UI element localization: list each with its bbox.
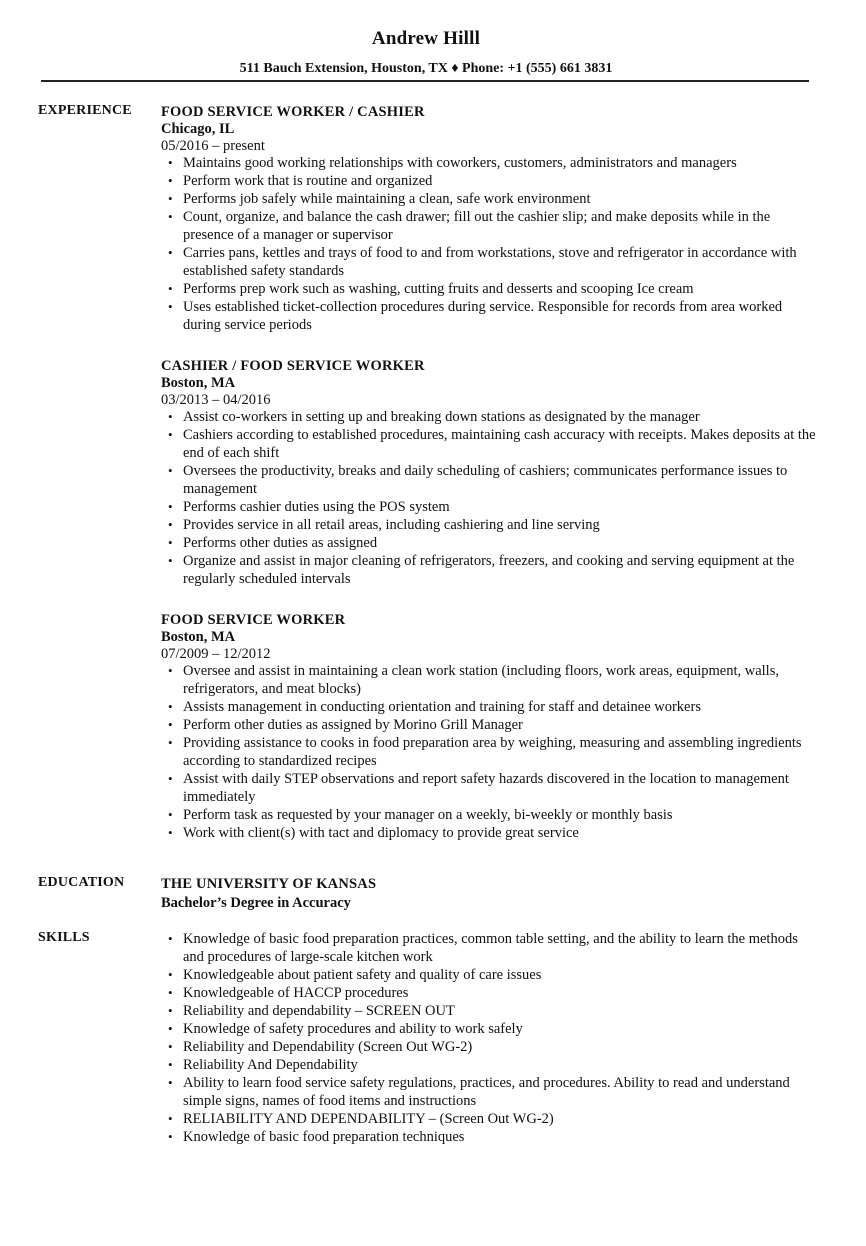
header-divider: [41, 80, 809, 82]
job-entry: [161, 357, 821, 588]
list-item: • Knowledge of safety procedures and ability to work safely: [161, 1020, 821, 1038]
degree: Bachelor’s Degree in Accuracy: [161, 895, 351, 911]
job-dates: 07/2009 – 12/2012: [161, 646, 271, 662]
job-title: FOOD SERVICE WORKER / CASHIER: [161, 104, 425, 120]
education-body: [161, 875, 821, 913]
list-item: • Reliability And Dependability: [161, 1056, 821, 1074]
education-label: EDUCATION: [38, 875, 125, 890]
list-item: • Perform other duties as assigned by Morino Grill Manager: [161, 716, 821, 734]
skills-label: SKILLS: [38, 930, 90, 945]
list-item: • Provides service in all retail areas, including cashiering and line serving: [161, 516, 821, 534]
list-item: • Assist with daily STEP observations and report safety hazards discovered in the location to management immediately: [161, 770, 821, 806]
job-location: Boston, MA: [161, 629, 236, 645]
job-dates: 05/2016 – present: [161, 138, 265, 154]
skills-list: [161, 930, 821, 1146]
list-item: • Perform task as requested by your manager on a weekly, bi-weekly or monthly basis: [161, 806, 821, 824]
list-item: • Assists management in conducting orientation and training for staff and detainee workers: [161, 698, 821, 716]
job-location: Chicago, IL: [161, 121, 235, 137]
list-item: • Work with client(s) with tact and diplomacy to provide great service: [161, 824, 821, 842]
job-bullets: [161, 154, 821, 334]
list-item: • Providing assistance to cooks in food preparation area by weighing, measuring and assembling ingredients according to standardized recipes: [161, 734, 821, 770]
list-item: • Reliability and dependability – SCREEN OUT: [161, 1002, 821, 1020]
school-name: THE UNIVERSITY OF KANSAS: [161, 876, 377, 892]
list-item: • Oversees the productivity, breaks and daily scheduling of cashiers; communicates performance issues to management: [161, 462, 821, 498]
job-title: CASHIER / FOOD SERVICE WORKER: [161, 358, 425, 374]
list-item: • Cashiers according to established procedures, maintaining cash accuracy with receipts. Makes deposits at the end of each shift: [161, 426, 821, 462]
job-entry: [161, 611, 821, 842]
list-item: • Oversee and assist in maintaining a clean work station (including floors, work areas, equipment, walls, refrigerators, and meat blocks): [161, 662, 821, 698]
job-bullets: [161, 408, 821, 588]
list-item: • Assist co-workers in setting up and breaking down stations as designated by the manager: [161, 408, 821, 426]
list-item: • Ability to learn food service safety regulations, practices, and procedures. Ability to read and understand simple signs, names of food items and instructions: [161, 1074, 821, 1110]
candidate-name: Andrew Hilll: [371, 28, 481, 49]
list-item: • Perform work that is routine and organized: [161, 172, 821, 190]
list-item: • Performs job safely while maintaining a clean, safe work environment: [161, 190, 821, 208]
list-item: • Uses established ticket-collection procedures during service. Responsible for records from area worked during service periods: [161, 298, 821, 334]
list-item: • Organize and assist in major cleaning of refrigerators, freezers, and cooking and serving equipment at the regularly scheduled intervals: [161, 552, 821, 588]
list-item: • Performs other duties as assigned: [161, 534, 821, 552]
list-item: • RELIABILITY AND DEPENDABILITY – (Screen Out WG-2): [161, 1110, 821, 1128]
list-item: • Performs prep work such as washing, cutting fruits and desserts and scooping Ice cream: [161, 280, 821, 298]
skills-body: [161, 930, 821, 1146]
experience-body: [161, 103, 821, 842]
job-entry: [161, 103, 821, 334]
contact-line: 511 Bauch Extension, Houston, TX ♦ Phone: +1 (555) 661 3831: [239, 61, 613, 76]
list-item: • Maintains good working relationships with coworkers, customers, administrators and managers: [161, 154, 821, 172]
list-item: • Performs cashier duties using the POS system: [161, 498, 821, 516]
experience-label: EXPERIENCE: [38, 103, 132, 118]
job-title: FOOD SERVICE WORKER: [161, 612, 346, 628]
list-item: • Count, organize, and balance the cash drawer; fill out the cashier slip; and make deposits while in the presence of a manager or supervisor: [161, 208, 821, 244]
list-item: • Carries pans, kettles and trays of food to and from workstations, stove and refrigerator in accordance with established safety standards: [161, 244, 821, 280]
list-item: • Knowledge of basic food preparation techniques: [161, 1128, 821, 1146]
list-item: • Knowledgeable of HACCP procedures: [161, 984, 821, 1002]
job-dates: 03/2013 – 04/2016: [161, 392, 271, 408]
list-item: • Knowledge of basic food preparation practices, common table setting, and the ability to learn the methods and procedures of large-scale kitchen work: [161, 930, 821, 966]
list-item: • Reliability and Dependability (Screen Out WG-2): [161, 1038, 821, 1056]
job-location: Boston, MA: [161, 375, 236, 391]
list-item: • Knowledgeable about patient safety and quality of care issues: [161, 966, 821, 984]
job-bullets: [161, 662, 821, 842]
